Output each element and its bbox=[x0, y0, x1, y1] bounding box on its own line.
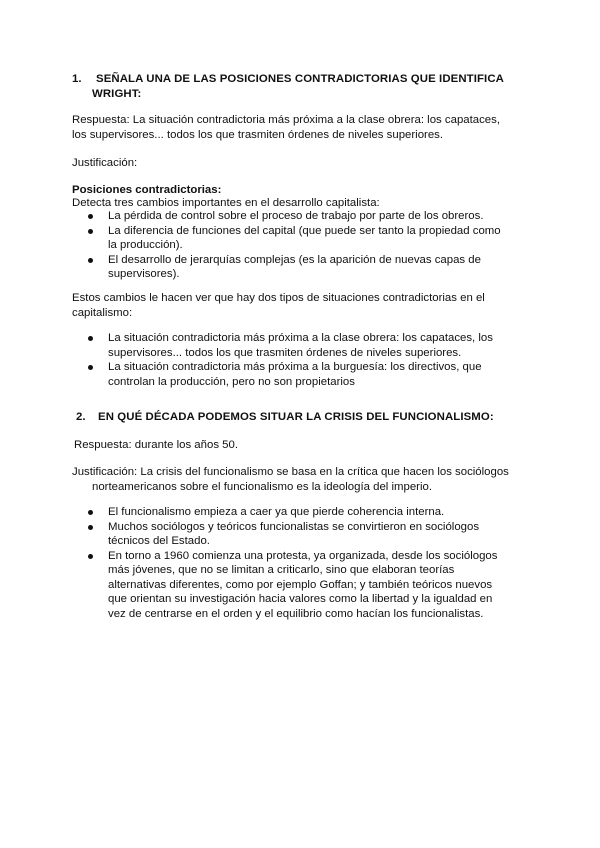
question-1-title-line1: SEÑALA UNA DE LAS POSICIONES CONTRADICTORIAS QUE IDENTIFICA bbox=[96, 73, 504, 85]
bullet-icon bbox=[88, 258, 93, 263]
question-1-heading bbox=[72, 72, 512, 101]
list-item bbox=[72, 331, 512, 360]
bullet-icon bbox=[88, 365, 93, 370]
question-1-summary: Estos cambios le hacen ver que hay dos tipos de situaciones contradictorias en el capitalismo: bbox=[72, 292, 485, 319]
list-item-text: La pérdida de control sobre el proceso de trabajo por parte de los obreros. bbox=[108, 210, 484, 222]
question-1-answer: Respuesta: La situación contradictoria más próxima a la clase obrera: los capataces, los supervisores... todos los que trasmiten órdenes de niveles superiores. bbox=[72, 114, 500, 141]
question-2-number: 2. bbox=[76, 411, 86, 423]
bullet-icon bbox=[88, 525, 93, 530]
question-1-number: 1. bbox=[72, 73, 82, 85]
question-2-title: EN QUÉ DÉCADA PODEMOS SITUAR LA CRISIS DEL FUNCIONALISMO: bbox=[98, 411, 494, 423]
question-1-subheading: Posiciones contradictorias: bbox=[72, 184, 222, 196]
list-item bbox=[72, 360, 512, 389]
list-item bbox=[72, 520, 512, 549]
question-1-changes-list bbox=[72, 209, 512, 282]
bullet-icon bbox=[88, 554, 93, 559]
list-item bbox=[72, 209, 512, 224]
list-item bbox=[72, 253, 512, 282]
list-item-text: El funcionalismo empieza a caer ya que pierde coherencia interna. bbox=[108, 506, 445, 518]
question-2-heading bbox=[72, 410, 512, 425]
list-item bbox=[72, 549, 512, 622]
bullet-icon bbox=[88, 229, 93, 234]
list-item bbox=[72, 505, 512, 520]
question-2-justification-first: Justificación: La crisis del funcionalismo se basa en la crítica que hacen los sociólogos bbox=[72, 466, 509, 478]
question-1-situations-list bbox=[72, 331, 512, 389]
question-2-justification bbox=[72, 465, 512, 494]
bullet-icon bbox=[88, 510, 93, 515]
question-1-title-line2: WRIGHT: bbox=[92, 87, 142, 100]
list-item bbox=[72, 224, 512, 253]
list-item-text: En torno a 1960 comienza una protesta, ya organizada, desde los sociólogos más jóvenes, que no se limitan a criticarlo, sino que elaboran teorías alternativas diferentes, como por ejemplo Goffan; y también teóricos nuevos que orientan su investigación hacia valores como la libertad y la igualdad en vez de centrarse en el orden y el equilibrio como hacían los funcionalistas. bbox=[108, 549, 498, 620]
list-item-text: El desarrollo de jerarquías complejas (es la aparición de nuevas capas de supervisores). bbox=[108, 253, 481, 280]
bullet-icon bbox=[88, 336, 93, 341]
question-2-points-list bbox=[72, 505, 512, 621]
list-item-text: La situación contradictoria más próxima a la burguesía: los directivos, que controlan la producción, pero no son propietarios bbox=[108, 361, 482, 388]
question-2-justification-rest: norteamericanos sobre el funcionalismo es la ideología del imperio. bbox=[92, 480, 433, 493]
list-item-text: La diferencia de funciones del capital (que puede ser tanto la propiedad como la producción). bbox=[108, 224, 501, 251]
question-1-justification-label: Justificación: bbox=[72, 157, 138, 169]
list-item-text: La situación contradictoria más próxima a la clase obrera: los capataces, los supervisores... todos los que trasmiten órdenes de niveles superiores. bbox=[108, 332, 493, 359]
list-item-text: Muchos sociólogos y teóricos funcionalistas se convirtieron en sociólogos técnicos del Estado. bbox=[108, 520, 480, 547]
question-2-answer: Respuesta: durante los años 50. bbox=[74, 439, 239, 451]
bullet-icon bbox=[88, 214, 93, 219]
question-1-intro: Detecta tres cambios importantes en el desarrollo capitalista: bbox=[72, 197, 380, 209]
